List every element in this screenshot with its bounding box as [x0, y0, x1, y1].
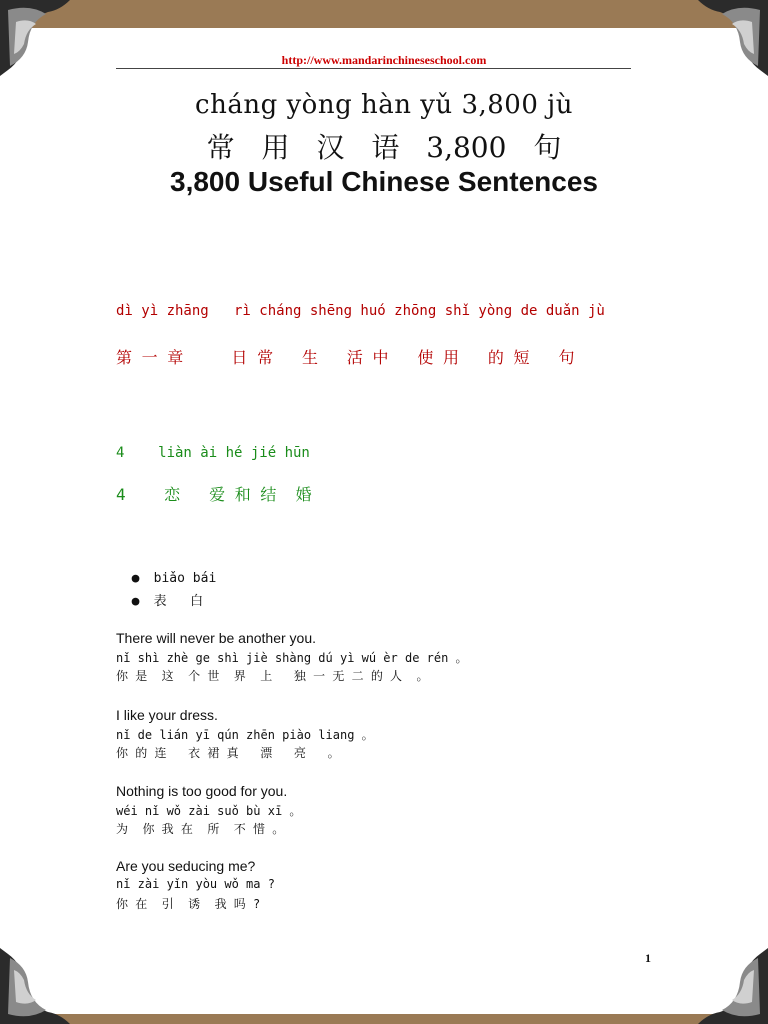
sentence-entry [116, 858, 656, 913]
page-number: 1 [645, 951, 651, 965]
hanzi-sentence: 你 在 引 诱 我 吗 ? [116, 897, 261, 911]
chapter-hanzi: 第 一 章 日 常 生 活 中 使 用 的 短 句 [116, 348, 575, 367]
english-sentence: I like your dress. [116, 707, 218, 723]
topic-pinyin: biǎo bái [153, 571, 217, 586]
corner-ornament-icon [0, 914, 110, 1024]
pinyin-sentence: nǐ zài yǐn yòu wǒ ma ? [116, 877, 275, 891]
topic-hanzi: 表 白 [153, 594, 204, 609]
english-sentence: Nothing is too good for you. [116, 783, 288, 799]
corner-ornament-icon [658, 914, 768, 1024]
frame-bottom-border [0, 1014, 768, 1024]
hanzi-sentence: 你 是 这 个 世 界 上 独 一 无 二 的 人 。 [116, 669, 429, 683]
hanzi-sentence: 你 的 连 衣 裙 真 漂 亮 。 [116, 746, 340, 760]
topic-hanzi-item [116, 575, 203, 609]
pinyin-sentence: nǐ shì zhè ge shì jiè shàng dú yì wú èr de rén 。 [116, 651, 468, 665]
sentence-entry [116, 630, 656, 685]
title-hanzi: 常 用 汉 语 3,800 句 [206, 131, 562, 164]
bullet-icon: ● [131, 594, 140, 609]
title-pinyin: cháng yòng hàn yǔ 3,800 jù [195, 90, 573, 120]
header-divider [116, 68, 631, 69]
english-sentence: There will never be another you. [116, 630, 316, 646]
page-title: 3,800 Useful Chinese Sentences [170, 166, 598, 197]
hanzi-sentence: 为 你 我 在 所 不 惜 。 [116, 822, 285, 836]
pinyin-sentence: nǐ de lián yī qún zhēn piào liang 。 [116, 728, 374, 742]
pinyin-sentence: wéi nǐ wǒ zài suǒ bù xī 。 [116, 804, 302, 818]
sentence-entry [116, 783, 656, 838]
english-sentence: Are you seducing me? [116, 858, 256, 874]
frame-top-border [0, 0, 768, 28]
section-hanzi: 4 恋 爱 和 结 婚 [116, 485, 312, 504]
sentence-entry [116, 707, 656, 762]
section-pinyin: 4 liàn ài hé jié hūn [116, 445, 310, 461]
chapter-pinyin: dì yì zhāng rì cháng shēng huó zhōng shǐ yòng de duǎn jù [116, 303, 605, 319]
website-url[interactable]: http://www.mandarinchineseschool.com [281, 53, 487, 67]
bullet-icon: ● [131, 571, 140, 586]
